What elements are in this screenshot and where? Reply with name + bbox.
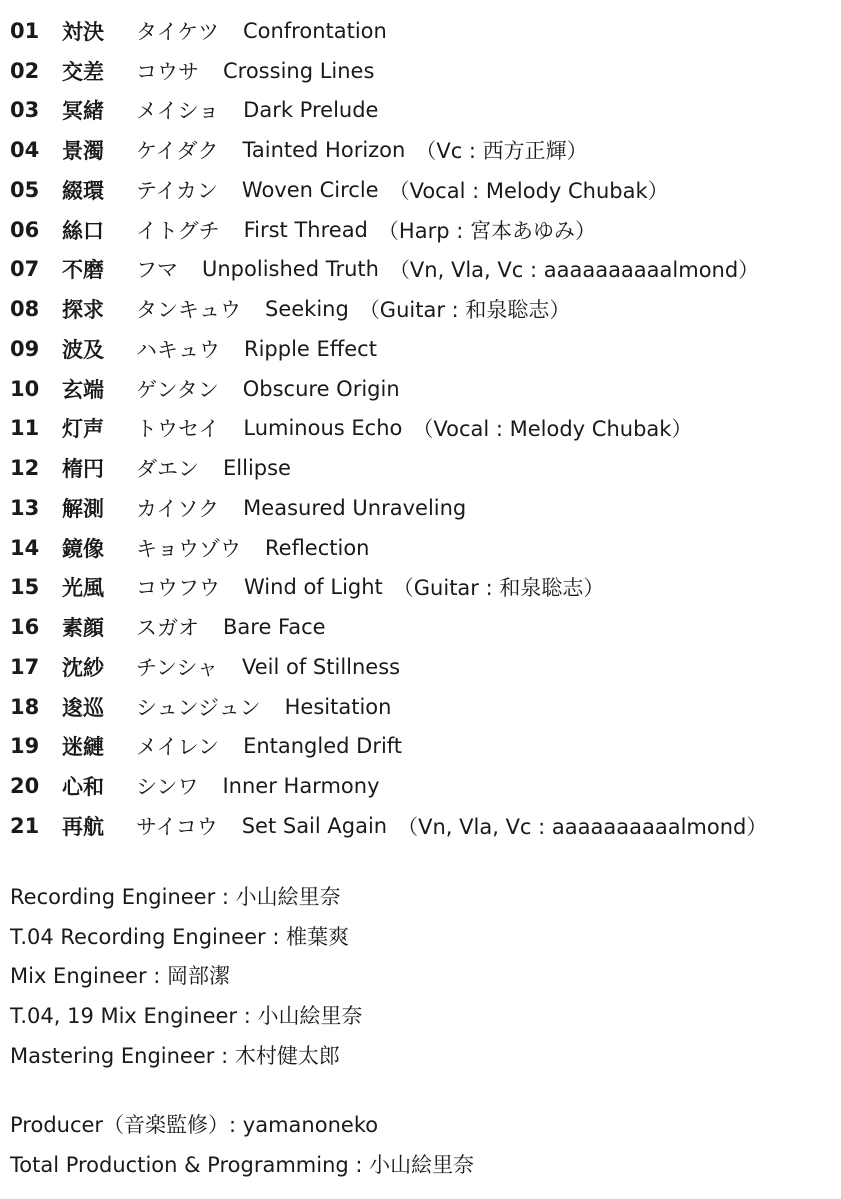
track-english-title: First Thread [243,217,368,242]
track-english-title: Veil of Stillness [242,654,401,679]
track-performer-credit: （Vocal : Melody Chubak） [412,417,693,442]
track-row [10,607,835,647]
track-english-title: Obscure Origin [242,376,400,401]
track-kanji-title: 逡巡 [62,695,104,720]
track-kana-reading: キョウゾウ [136,536,241,561]
track-english-title: Unpolished Truth [202,257,379,282]
track-kanji-title: 綴環 [62,178,104,203]
track-kanji-title: 玄端 [62,377,104,402]
track-kana-reading: コウサ [136,59,199,84]
track-performer-credit: （Vc : 西方正輝） [415,139,588,164]
track-row [10,329,835,369]
track-row [10,687,835,727]
track-kanji-title: 再航 [62,814,104,839]
track-kanji-title: 解測 [62,496,104,521]
track-kana-reading: タンキュウ [136,298,241,323]
track-row [10,409,835,449]
track-kana-reading: フマ [136,258,178,283]
track-kana-reading: ハキュウ [136,337,220,362]
track-row [10,568,835,608]
track-english-title: Reflection [265,535,370,560]
track-english-title: Dark Prelude [243,98,379,123]
track-row [10,250,835,290]
track-row [10,130,835,170]
track-kanji-title: 迷縺 [62,735,104,760]
track-english-title: Tainted Horizon [242,138,406,163]
track-kanji-title: 素顔 [62,616,104,641]
track-english-title: Wind of Light [244,575,383,600]
track-english-title: Measured Unraveling [243,495,467,520]
engineer-credit-line: Recording Engineer : 小山絵里奈 [10,884,341,909]
track-english-title: Bare Face [223,615,326,640]
track-kana-reading: トウセイ [136,417,220,442]
track-row [10,528,835,568]
track-performer-credit: （Guitar : 和泉聡志） [358,298,571,323]
track-kana-reading: チンシャ [136,655,219,680]
producer-credit-line: Producer（音楽監修）: yamanoneko [10,1112,379,1137]
track-number: 18 [10,694,40,719]
track-row [10,289,835,329]
track-kanji-title: 波及 [62,337,104,362]
track-number: 03 [10,98,40,123]
track-number: 21 [10,813,40,838]
track-english-title: Entangled Drift [243,734,403,759]
engineer-credit-line: T.04, 19 Mix Engineer : 小山絵里奈 [10,1004,363,1029]
track-number: 01 [10,18,40,43]
track-english-title: Crossing Lines [223,58,375,83]
track-number: 19 [10,734,40,759]
track-number: 06 [10,217,40,242]
engineer-credit-line: Mix Engineer : 岡部潔 [10,964,231,989]
track-row [10,369,835,409]
track-english-title: Confrontation [242,18,387,43]
track-number: 09 [10,336,40,361]
track-row [10,727,835,767]
track-performer-credit: （Vn, Vla, Vc : aaaaaaaaaalmond） [388,258,760,283]
track-number: 16 [10,615,40,640]
track-performer-credit: （Vocal : Melody Chubak） [388,178,669,203]
track-english-title: Inner Harmony [222,774,380,799]
track-number: 08 [10,297,40,322]
track-kana-reading: サイコウ [136,814,218,839]
track-number: 04 [10,138,40,163]
track-kana-reading: カイソク [136,496,220,521]
track-kana-reading: シュンジュン [136,695,261,720]
track-number: 20 [10,774,40,799]
track-kanji-title: 交差 [62,59,104,84]
track-number: 17 [10,654,40,679]
track-number: 07 [10,257,40,282]
track-performer-credit: （Vn, Vla, Vc : aaaaaaaaaalmond） [397,814,768,839]
engineer-credit-line: T.04 Recording Engineer : 椎葉爽 [10,924,350,949]
producer-credits [10,1104,474,1184]
track-row [10,647,835,687]
track-kanji-title: 楕円 [62,457,104,482]
track-kanji-title: 対決 [62,19,104,44]
track-kana-reading: テイカン [136,178,218,203]
track-kanji-title: 光風 [62,576,104,601]
track-performer-credit: （Guitar : 和泉聡志） [392,576,605,601]
track-number: 05 [10,177,40,202]
track-row [10,448,835,488]
track-kanji-title: 沈紗 [62,655,104,680]
track-list [10,11,835,846]
track-kana-reading: スガオ [136,616,199,641]
track-kanji-title: 灯声 [62,417,104,442]
track-row [10,91,835,131]
track-kanji-title: 不磨 [62,258,104,283]
track-kana-reading: イトグチ [136,218,220,243]
track-english-title: Ellipse [223,456,291,481]
track-row [10,170,835,210]
track-row [10,766,835,806]
track-english-title: Hesitation [284,694,392,719]
track-kana-reading: タイケツ [136,19,219,44]
track-kana-reading: シンワ [136,775,199,800]
track-english-title: Luminous Echo [243,416,403,441]
track-performer-credit: （Harp : 宮本あゆみ） [377,218,596,243]
track-number: 02 [10,58,40,83]
track-number: 13 [10,495,40,520]
track-row [10,210,835,250]
track-kana-reading: ケイダク [136,139,219,164]
track-kanji-title: 探求 [62,298,104,323]
track-row [10,51,835,91]
track-number: 10 [10,376,40,401]
track-kanji-title: 心和 [62,775,104,800]
engineer-credits [10,876,363,1075]
track-number: 12 [10,456,40,481]
producer-credit-line: Total Production & Programming : 小山絵里奈 [10,1152,475,1177]
track-kana-reading: ダエン [136,457,199,482]
track-number: 11 [10,416,40,441]
engineer-credit-line: Mastering Engineer : 木村健太郎 [10,1043,340,1068]
track-row [10,488,835,528]
track-kana-reading: メイショ [136,99,220,124]
track-kanji-title: 冥緒 [62,99,104,124]
track-kana-reading: メイレン [136,735,220,760]
track-kanji-title: 景濁 [62,139,104,164]
track-row [10,11,835,51]
track-number: 15 [10,575,40,600]
track-english-title: Woven Circle [241,177,379,202]
track-kanji-title: 鏡像 [62,536,104,561]
track-kanji-title: 絲口 [62,218,104,243]
track-english-title: Set Sail Again [241,813,388,838]
track-row [10,806,835,846]
track-english-title: Ripple Effect [244,336,377,361]
track-english-title: Seeking [265,297,349,322]
track-kana-reading: コウフウ [136,576,220,601]
track-kana-reading: ゲンタン [136,377,219,402]
track-number: 14 [10,535,40,560]
